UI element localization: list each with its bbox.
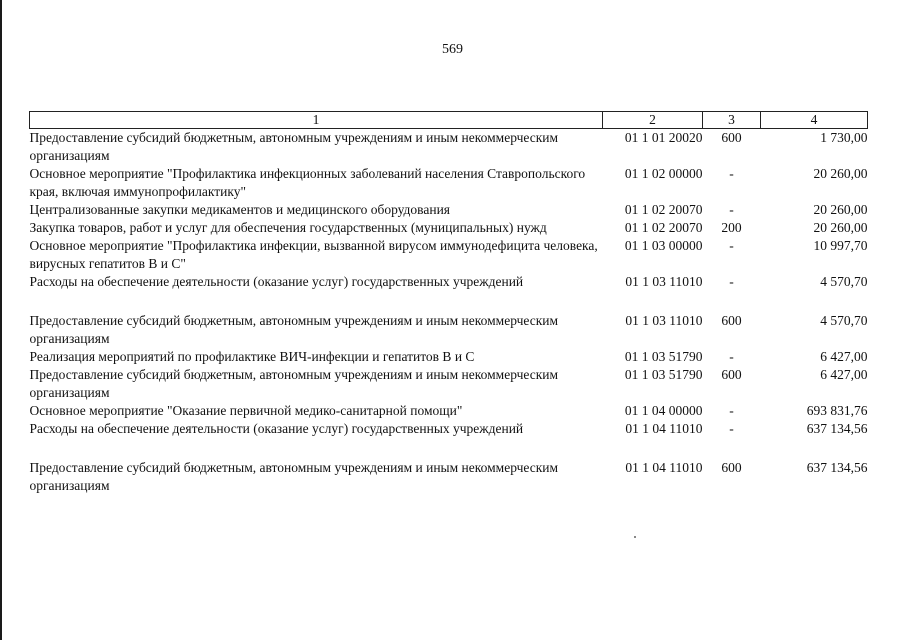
row-code: 01 1 03 11010 bbox=[625, 274, 703, 289]
row-name: Реализация мероприятий по профилактике ВИЧ-инфекции и гепатитов В и С bbox=[29, 349, 475, 364]
table-row bbox=[30, 273, 868, 312]
row-vr: 600 bbox=[721, 460, 742, 475]
row-code: 01 1 01 20020 bbox=[624, 130, 703, 145]
row-vr: 600 bbox=[721, 130, 742, 145]
row-amount: 6 427,00 bbox=[820, 367, 868, 382]
row-vr: 200 bbox=[721, 220, 742, 235]
table-row bbox=[30, 165, 868, 201]
table-row bbox=[30, 201, 868, 219]
row-vr: 600 bbox=[721, 367, 742, 382]
table-row bbox=[30, 420, 868, 459]
row-name: Расходы на обеспечение деятельности (оказание услуг) государственных учреждений bbox=[29, 274, 524, 289]
table-row bbox=[30, 219, 868, 237]
table-header-row bbox=[30, 112, 868, 129]
table-row bbox=[30, 366, 868, 402]
row-vr: - bbox=[729, 238, 734, 253]
row-vr: - bbox=[729, 166, 734, 181]
table-row bbox=[30, 459, 868, 495]
row-code: 01 1 03 51790 bbox=[624, 349, 703, 364]
row-vr: - bbox=[729, 421, 734, 436]
row-name: Централизованные закупки медикаментов и медицинского оборудования bbox=[29, 202, 451, 217]
row-name: Предоставление субсидий бюджетным, автономным учреждениям и иным некоммерческим организациям bbox=[29, 130, 559, 163]
row-amount: 20 260,00 bbox=[813, 166, 868, 181]
row-amount: 10 997,70 bbox=[813, 238, 868, 253]
row-code: 01 1 03 51790 bbox=[624, 367, 703, 382]
row-name: Основное мероприятие "Профилактика инфекционных заболеваний населения Ставропольского края, включая иммунопрофилактику" bbox=[29, 166, 586, 199]
row-name: Расходы на обеспечение деятельности (оказание услуг) государственных учреждений bbox=[29, 421, 524, 436]
row-name: Предоставление субсидий бюджетным, автономным учреждениям и иным некоммерческим организациям bbox=[29, 313, 559, 346]
table-row bbox=[30, 237, 868, 273]
row-amount: 637 134,56 bbox=[806, 460, 868, 475]
table-row bbox=[30, 348, 868, 366]
row-name: Предоставление субсидий бюджетным, автономным учреждениям и иным некоммерческим организациям bbox=[29, 460, 559, 493]
row-amount: 6 427,00 bbox=[820, 349, 868, 364]
page-number: 569 bbox=[442, 42, 463, 57]
row-name: Закупка товаров, работ и услуг для обеспечения государственных (муниципальных) нужд bbox=[29, 220, 547, 235]
scan-speck bbox=[634, 536, 636, 538]
row-amount: 4 570,70 bbox=[820, 274, 868, 289]
row-code: 01 1 04 00000 bbox=[624, 403, 703, 418]
row-code: 01 1 02 20070 bbox=[624, 202, 703, 217]
table-row bbox=[30, 402, 868, 420]
row-code: 01 1 04 11010 bbox=[625, 421, 703, 436]
row-amount: 693 831,76 bbox=[806, 403, 868, 418]
row-vr: - bbox=[729, 349, 734, 364]
row-vr: - bbox=[729, 202, 734, 217]
row-name: Основное мероприятие "Оказание первичной медико-санитарной помощи" bbox=[29, 403, 463, 418]
header-col-2: 2 bbox=[603, 112, 703, 129]
row-vr: 600 bbox=[721, 313, 742, 328]
row-code: 01 1 04 11010 bbox=[625, 460, 703, 475]
row-amount: 20 260,00 bbox=[813, 220, 868, 235]
row-code: 01 1 03 00000 bbox=[624, 238, 703, 253]
row-amount: 1 730,00 bbox=[820, 130, 868, 145]
row-code: 01 1 02 00000 bbox=[624, 166, 703, 181]
header-col-1: 1 bbox=[30, 112, 603, 129]
row-vr: - bbox=[729, 274, 734, 289]
row-code: 01 1 03 11010 bbox=[625, 313, 703, 328]
page-left-border bbox=[0, 0, 2, 640]
header-col-4: 4 bbox=[761, 112, 868, 129]
header-col-3: 3 bbox=[703, 112, 761, 129]
table-row bbox=[30, 129, 868, 166]
row-vr: - bbox=[729, 403, 734, 418]
row-name: Основное мероприятие "Профилактика инфекции, вызванной вирусом иммунодефицита человека, вирусных гепатитов В и С" bbox=[29, 238, 598, 271]
table-row bbox=[30, 312, 868, 348]
row-name: Предоставление субсидий бюджетным, автономным учреждениям и иным некоммерческим организациям bbox=[29, 367, 559, 400]
row-amount: 4 570,70 bbox=[820, 313, 868, 328]
row-amount: 637 134,56 bbox=[806, 421, 868, 436]
budget-table bbox=[29, 111, 868, 495]
row-code: 01 1 02 20070 bbox=[624, 220, 703, 235]
row-amount: 20 260,00 bbox=[813, 202, 868, 217]
